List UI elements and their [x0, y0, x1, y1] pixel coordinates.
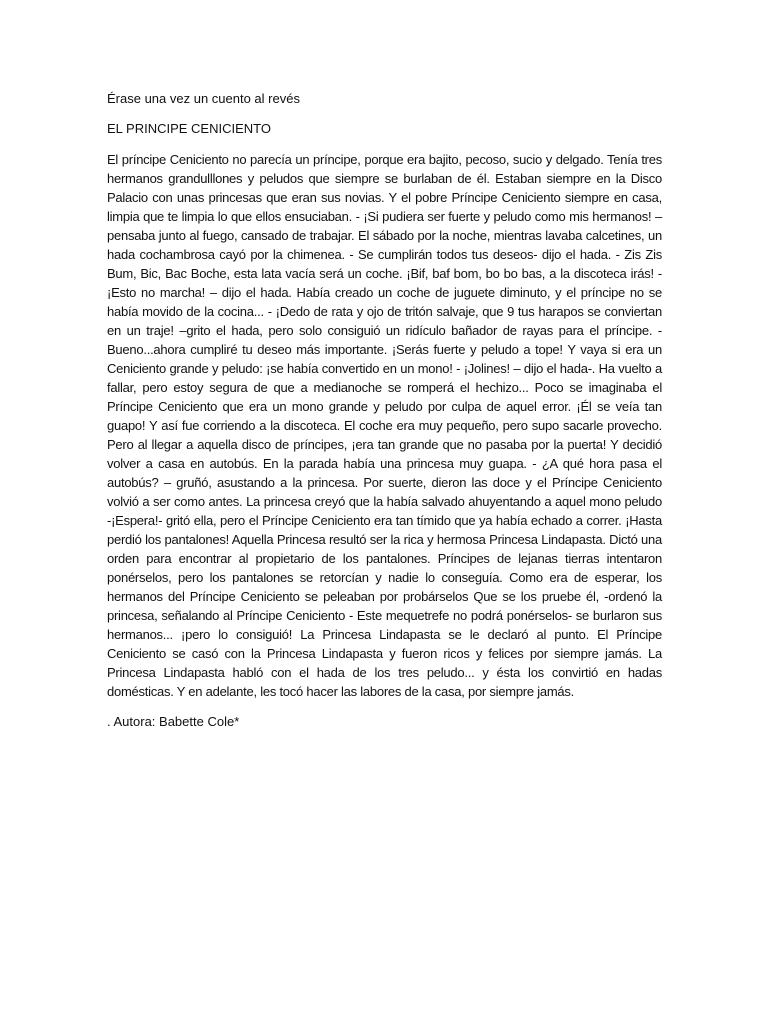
story-title: EL PRINCIPE CENICIENTO [107, 121, 271, 136]
preface-line: Érase una vez un cuento al revés [107, 91, 300, 106]
story-body: El príncipe Ceniciento no parecía un príncipe, porque era bajito, pecoso, sucio y delgado. Tenía tres hermanos grandulllones y peludos que siempre se burlaban de él. Estaban siempre en la Disco Palacio con unas princesas que eran sus novias. Y el pobre Príncipe Ceniciento siempre en casa, limpia que te limpia lo que ellos ensuciaban. - ¡Si pudiera ser fuerte y peludo como mis hermanos! – pensaba junto al fuego, cansado de trabajar. El sábado por la noche, mientras lavaba calcetines, un hada cochambrosa cayó por la chimenea. - Se cumplirán todos tus deseos- dijo el hada. - Zis Zis Bum, Bic, Bac Boche, esta lata vacía será un coche. ¡Bif, baf bom, bo bo bas, a la discoteca irás! - ¡Esto no marcha! – dijo el hada. Había creado un coche de juguete diminuto, y el príncipe no se había movido de la cocina... - ¡Dedo de rata y ojo de tritón salvaje, que 9 tus harapos se conviertan en un traje! –grito el hada, pero solo consiguió un ridículo bañador de rayas para el príncipe. - Bueno...ahora cumpliré tu deseo más importante. ¡Serás fuerte y peludo a tope! Y vaya si era un Ceniciento grande y peludo: ¡se había convertido en un mono! - ¡Jolines! – dijo el hada-. Ha vuelto a fallar, pero estoy segura de que a medianoche se romperá el hechizo... Poco se imaginaba el Príncipe Ceniciento que era un mono grande y peludo por culpa de aquel error. ¡Él se veía tan guapo! Y así fue corriendo a la discoteca. El coche era muy pequeño, pero supo sacarle provecho. Pero al llegar a aquella disco de príncipes, ¡era tan grande que no pasaba por la puerta! Y decidió volver a casa en autobús. En la parada había una princesa muy guapa. - ¿A qué hora pasa el autobús? – gruñó, asustando a la princesa. Por suerte, dieron las doce y el Príncipe Ceniciento volvió a ser como antes. La princesa creyó que la había salvado ahuyentando a aquel mono peludo -¡Espera!- gritó ella, pero el Príncipe Ceniciento era tan tímido que ya había echado a correr. ¡Hasta perdió los pantalones! Aquella Princesa resultó ser la rica y hermosa Princesa Lindapasta. Dictó una orden para encontrar al propietario de los pantalones. Príncipes de lejanas tierras intentaron ponérselos, pero los pantalones se retorcían y nadie lo conseguía. Como era de esperar, los hermanos del Príncipe Ceniciento se peleaban por probárselos Que se los pruebe él, -ordenó la princesa, señalando al Príncipe Ceniciento - Este mequetrefe no podrá ponérselos- se burlaron sus hermanos... ¡pero lo consiguió! La Princesa Lindapasta se le declaró al punto. El Príncipe Ceniciento se casó con la Princesa Lindapasta y fueron ricos y felices por siempre jamás. La Princesa Lindapasta habló con el hada de los tres peludo... y ésta los convirtió en hadas domésticas. Y en adelante, les tocó hacer las labores de la casa, por siempre jamás. [107, 152, 662, 699]
author-credit: . Autora: Babette Cole* [107, 714, 240, 729]
document-page [107, 90, 662, 731]
